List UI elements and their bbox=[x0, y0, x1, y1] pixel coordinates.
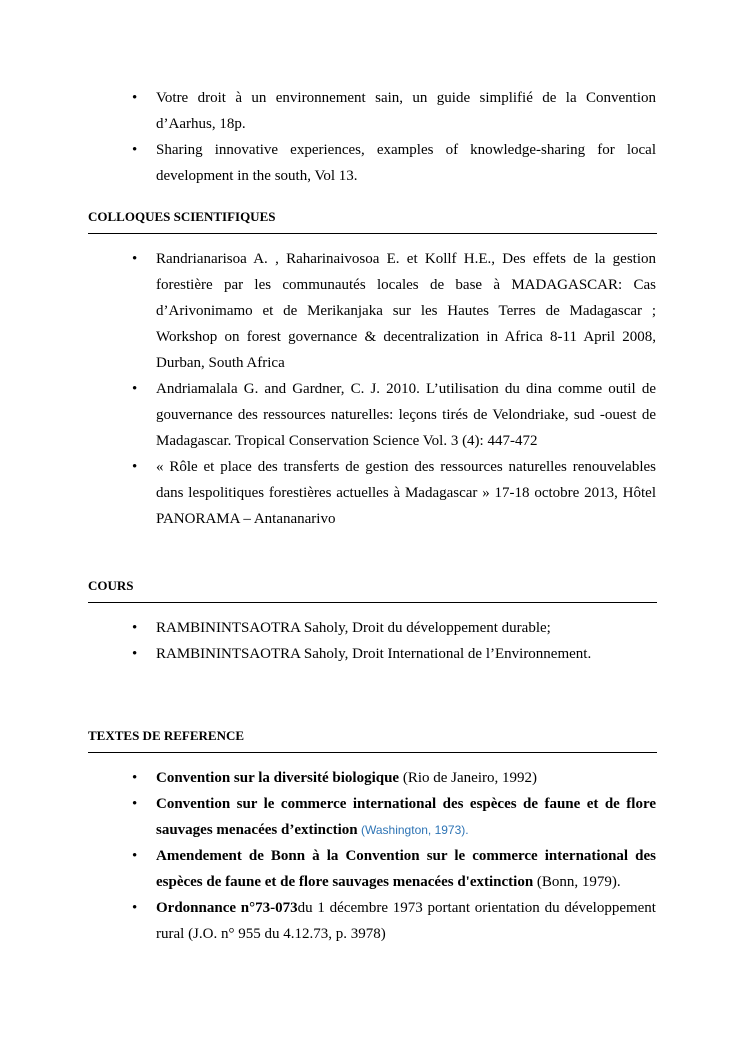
bullet-icon: • bbox=[132, 381, 138, 397]
section-divider bbox=[88, 602, 657, 603]
section-heading-colloques: COLLOQUES SCIENTIFIQUES bbox=[88, 209, 276, 224]
list-item: • Convention sur la diversité biologique (Rio de Janeiro, 1992) bbox=[156, 765, 656, 791]
list-item: • Convention sur le commerce international des espèces de faune et de flore sauvages menacées d’extinction (Washington, 1973). bbox=[156, 791, 656, 843]
list-item: • Randrianarisoa A. , Raharinaivosoa E. et Kollf H.E., Des effets de la gestion forestière par les communautés locales de base à MADAGASCAR: Cas d’Arivonimamo et de Merikanjaka sur les Hautes Terres de Madagascar ; Workshop on forest governance & decentralization in Africa 8-11 April 2008, Durban, South Africa bbox=[156, 246, 656, 376]
cours-list bbox=[132, 615, 656, 667]
list-item: • Amendement de Bonn à la Convention sur le commerce international des espèces de faune et de flore sauvages menacées d'extinction (Bonn, 1979). bbox=[156, 843, 656, 895]
bullet-icon: • bbox=[132, 459, 138, 475]
intro-list bbox=[132, 85, 656, 189]
section-heading-textes: TEXTES DE REFERENCE bbox=[88, 728, 245, 743]
list-item: • Sharing innovative experiences, examples of knowledge-sharing for local development in the south, Vol 13. bbox=[156, 137, 656, 189]
bullet-icon: • bbox=[132, 848, 138, 864]
textes-list bbox=[132, 765, 656, 947]
bullet-icon: • bbox=[132, 90, 138, 106]
list-item: • RAMBININTSAOTRA Saholy, Droit International de l’Environnement. bbox=[156, 641, 656, 667]
section-heading-cours: COURS bbox=[88, 578, 134, 593]
section-divider bbox=[88, 233, 657, 234]
bullet-icon: • bbox=[132, 770, 138, 786]
list-item: • Ordonnance n°73-073du 1 décembre 1973 portant orientation du développement rural (J.O. n° 955 du 4.12.73, p. 3978) bbox=[156, 895, 656, 947]
bullet-icon: • bbox=[132, 620, 138, 636]
bullet-icon: • bbox=[132, 796, 138, 812]
section-divider bbox=[88, 752, 657, 753]
bullet-icon: • bbox=[132, 646, 138, 662]
list-item: • « Rôle et place des transferts de gestion des ressources naturelles renouvelables dans lespolitiques forestières actuelles à Madagascar » 17-18 octobre 2013, Hôtel PANORAMA – Antananarivo bbox=[156, 454, 656, 532]
bullet-icon: • bbox=[132, 900, 138, 916]
colloques-list bbox=[132, 246, 656, 532]
bullet-icon: • bbox=[132, 142, 138, 158]
list-item: • RAMBININTSAOTRA Saholy, Droit du développement durable; bbox=[156, 615, 656, 641]
list-item: • Andriamalala G. and Gardner, C. J. 2010. L’utilisation du dina comme outil de gouvernance des ressources naturelles: leçons tirés de Velondriake, sud -ouest de Madagascar. Tropical Conservation Science Vol. 3 (4): 447-472 bbox=[156, 376, 656, 454]
bullet-icon: • bbox=[132, 251, 138, 267]
list-item: • Votre droit à un environnement sain, un guide simplifié de la Convention d’Aarhus, 18p. bbox=[156, 85, 656, 137]
